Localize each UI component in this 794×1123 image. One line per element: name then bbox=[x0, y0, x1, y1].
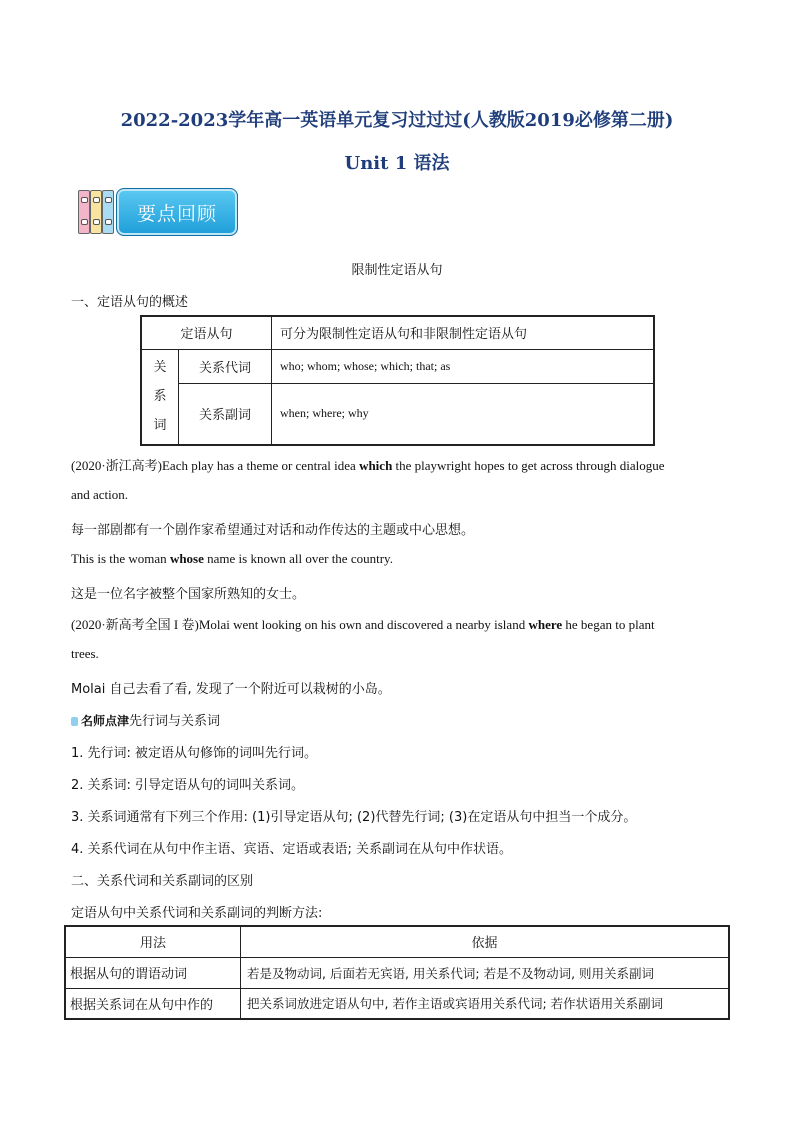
tip-item: 1. 先行词: 被定语从句修饰的词叫先行词。 bbox=[71, 746, 318, 761]
table-cell: 根据关系词在从句中作的 bbox=[65, 988, 241, 1019]
table-cell: 若是及物动词, 后面若无宾语, 用关系代词; 若是不及物动词, 则用关系副词 bbox=[241, 957, 730, 988]
table-header: 用法 bbox=[65, 926, 241, 957]
unit-title: Unit 1 语法 bbox=[344, 153, 450, 174]
tip-item: 4. 关系代词在从句中作主语、宾语、定语或表语; 关系副词在从句中作状语。 bbox=[71, 842, 513, 857]
table-cell: 根据从句的谓语动词 bbox=[65, 957, 241, 988]
binder-icon bbox=[102, 190, 114, 234]
example-1: (2020·浙江高考)Each play has a theme or central idea which the playwright hopes to get across through dialogue bbox=[71, 458, 665, 473]
tips-heading: 名师点津先行词与关系词 bbox=[71, 710, 220, 729]
document-title: 2022-2023学年高一英语单元复习过过过(人教版2019必修第二册) bbox=[120, 110, 674, 131]
badge-box bbox=[116, 188, 238, 236]
example-3: (2020·新高考全国 I 卷)Molai went looking on his own and discovered a nearby island where he began to plant bbox=[71, 617, 655, 632]
table-cell: 关系代词 bbox=[179, 349, 272, 383]
table-cell: 可分为限制性定语从句和非限制性定语从句 bbox=[272, 316, 655, 349]
example-3-cont: trees. bbox=[71, 646, 99, 661]
part2-heading: 二、关系代词和关系副词的区别 bbox=[71, 874, 254, 889]
tip-item: 2. 关系词: 引导定语从句的词叫关系词。 bbox=[71, 778, 305, 793]
binder-icon bbox=[90, 190, 102, 234]
badge-label: 要点回顾 bbox=[136, 203, 217, 225]
binder-icon bbox=[78, 190, 90, 234]
table-header: 依据 bbox=[241, 926, 730, 957]
table-cell: 把关系词放进定语从句中, 若作主语或宾语用关系代词; 若作状语用关系副词 bbox=[241, 988, 730, 1019]
overview-table bbox=[140, 315, 655, 446]
table-cell: 关系副词 bbox=[179, 383, 272, 445]
part1-heading: 一、定语从句的概述 bbox=[71, 295, 189, 310]
example-2: This is the woman whose name is known all over the country. bbox=[71, 551, 393, 566]
example-2-translation: 这是一位名字被整个国家所熟知的女士。 bbox=[71, 587, 306, 602]
example-1-translation: 每一部剧都有一个剧作家希望通过对话和动作传达的主题或中心思想。 bbox=[71, 523, 475, 538]
part2-intro: 定语从句中关系代词和关系副词的判断方法: bbox=[71, 906, 323, 921]
note-icon bbox=[71, 717, 78, 726]
tip-item: 3. 关系词通常有下列三个作用: (1)引导定语从句; (2)代替先行词; (3)在定语从句中担当一个成分。 bbox=[71, 810, 637, 825]
section-title: 限制性定语从句 bbox=[351, 263, 443, 278]
table-row bbox=[65, 957, 729, 988]
table-cell-vertical: 关系词 bbox=[141, 349, 179, 445]
judgment-table bbox=[64, 925, 730, 1020]
example-1-cont: and action. bbox=[71, 487, 129, 502]
table-cell: when; where; why bbox=[272, 383, 655, 445]
example-3-translation: Molai 自己去看了看, 发现了一个附近可以栽树的小岛。 bbox=[71, 682, 391, 697]
table-cell: who; whom; whose; which; that; as bbox=[272, 349, 655, 383]
section-badge bbox=[76, 188, 238, 236]
table-row bbox=[65, 988, 729, 1019]
table-cell: 定语从句 bbox=[141, 316, 272, 349]
